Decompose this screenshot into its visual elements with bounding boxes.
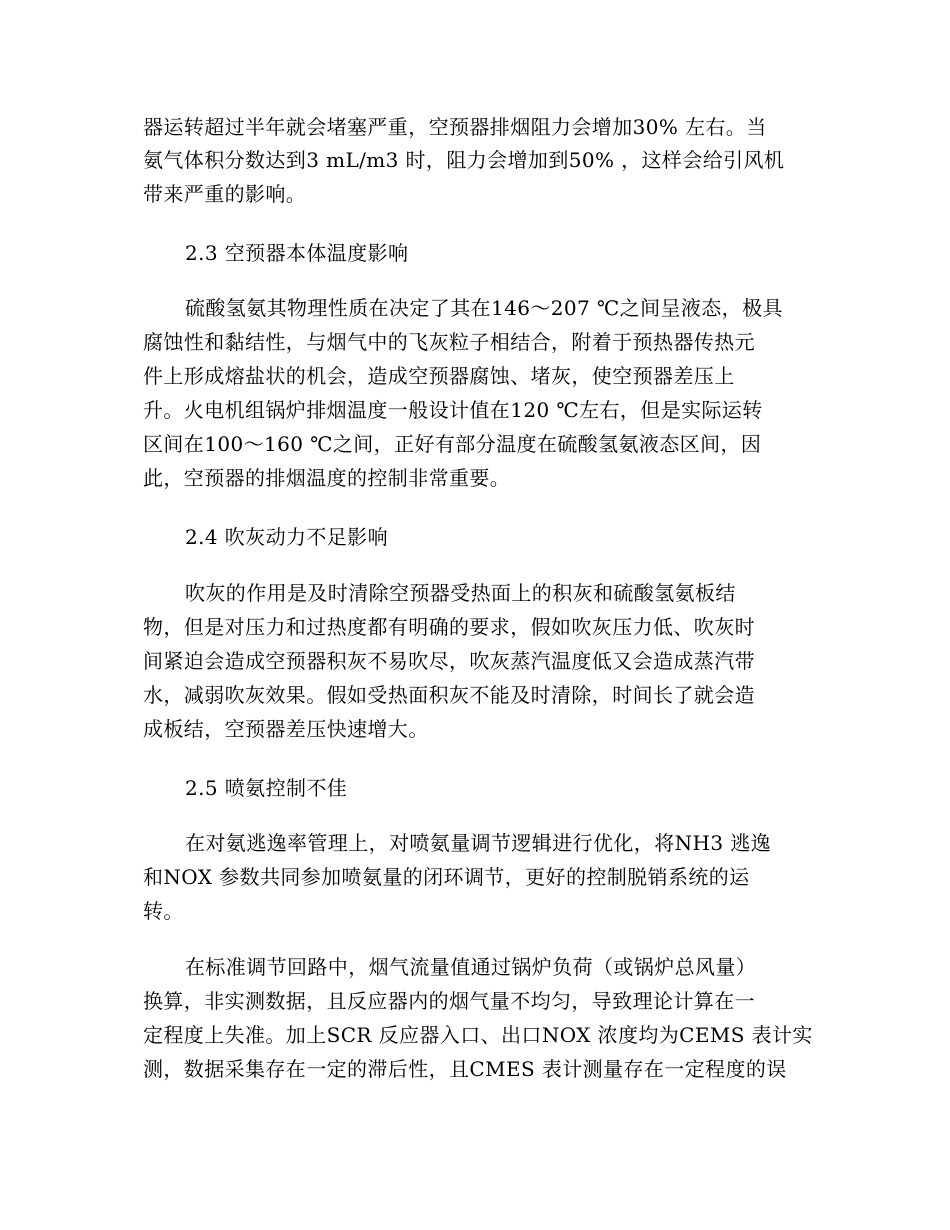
text-line: 氨气体积分数达到3 mL/m3 时，阻力会增加到50% ，这样会给引风机 [143,148,785,172]
text-line: 水，减弱吹灰效果。假如受热面积灰不能及时清除，时间长了就会造 [143,683,755,707]
text-line: 器运转超过半年就会堵塞严重，空预器排烟阻力会增加30% 左右。当 [143,115,767,139]
text-line: 和NOX 参数共同参加喷氨量的闭环调节，更好的控制脱销系统的运 [143,865,750,889]
text-line: 物，但是对压力和过热度都有明确的要求，假如吹灰压力低、吹灰时 [143,615,755,639]
text-line: 腐蚀性和黏结性，与烟气中的飞灰粒子相结合，附着于预热器传热元 [143,330,755,354]
text-line: 测，数据采集存在一定的滞后性，且CMES 表计测量存在一定程度的误 [143,1057,787,1081]
section-heading-2-3: 2.3 空预器本体温度影响 [185,241,409,265]
text-line: 转。 [143,899,184,923]
text-line: 件上形成熔盐状的机会，造成空预器腐蚀、堵灰，使空预器差压上 [143,364,735,388]
section-heading-2-4: 2.4 吹灰动力不足影响 [185,525,388,549]
text-line: 升。火电机组锅炉排烟温度一般设计值在120 ℃左右，但是实际运转 [143,398,763,422]
text-line: 在对氨逃逸率管理上，对喷氨量调节逻辑进行优化，将NH3 逃逸 [185,831,772,855]
text-line: 带来严重的影响。 [143,182,307,206]
text-line: 成板结，空预器差压快速增大。 [143,717,429,741]
text-line: 区间在100～160 ℃之间，正好有部分温度在硫酸氢氨液态区间，因 [143,432,762,456]
text-line: 换算，非实测数据，且反应器内的烟气量不均匀，导致理论计算在一 [143,989,755,1013]
text-line: 此，空预器的排烟温度的控制非常重要。 [143,466,511,490]
text-line: 间紧迫会造成空预器积灰不易吹尽，吹灰蒸汽温度低又会造成蒸汽带 [143,649,755,673]
text-line: 定程度上失准。加上SCR 反应器入口、出口NOX 浓度均为CEMS 表计实 [143,1023,813,1047]
text-line: 吹灰的作用是及时清除空预器受热面上的积灰和硫酸氢氨板结 [185,581,736,605]
section-heading-2-5: 2.5 喷氨控制不佳 [185,776,348,800]
text-line: 在标准调节回路中，烟气流量值通过锅炉负荷（或锅炉总风量） [185,955,757,979]
text-line: 硫酸氢氨其物理性质在决定了其在146～207 ℃之间呈液态，极具 [185,296,783,320]
